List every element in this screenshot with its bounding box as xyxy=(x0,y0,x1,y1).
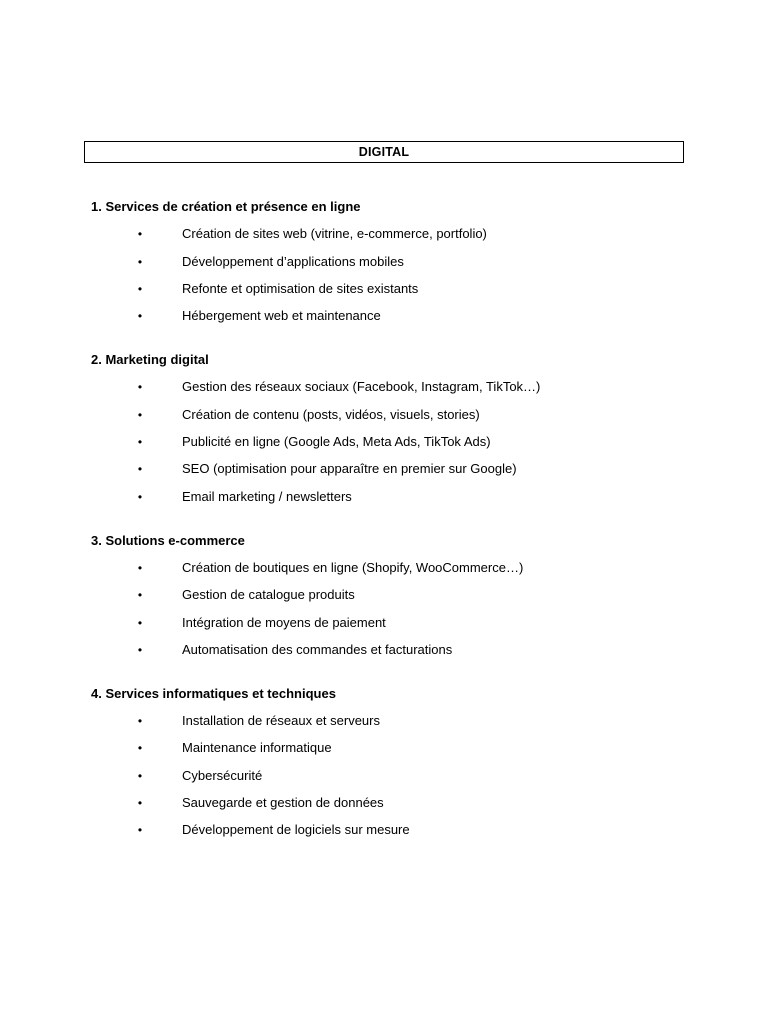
list-item xyxy=(91,254,711,270)
list-item-text: Création de sites web (vitrine, e-commerce, portfolio) xyxy=(182,226,487,242)
bullet-icon: • xyxy=(137,380,143,395)
list-item xyxy=(91,740,711,756)
bullet-icon: • xyxy=(137,642,143,657)
bullet-icon: • xyxy=(137,615,143,630)
list-item xyxy=(91,489,711,505)
bullet-icon: • xyxy=(137,768,143,783)
list-item-text: Publicité en ligne (Google Ads, Meta Ads, TikTok Ads) xyxy=(182,434,491,450)
document-title: DIGITAL xyxy=(358,145,410,159)
section-ecommerce xyxy=(91,533,711,658)
section-heading: 2. Marketing digital xyxy=(91,352,209,368)
list-item-text: Email marketing / newsletters xyxy=(182,488,352,504)
section-heading: 1. Services de création et présence en ligne xyxy=(91,199,361,214)
list-item-text: Création de boutiques en ligne (Shopify, WooCommerce…) xyxy=(182,559,524,575)
section-it-services xyxy=(91,686,711,838)
list-item-text: Automatisation des commandes et facturations xyxy=(182,641,453,657)
list-item-text: Refonte et optimisation de sites existants xyxy=(182,280,419,296)
list-item xyxy=(91,461,711,477)
sections-container xyxy=(91,199,711,838)
bullet-list xyxy=(91,713,711,838)
list-item-text: Sauvegarde et gestion de données xyxy=(182,795,384,811)
list-item-text: Installation de réseaux et serveurs xyxy=(182,713,380,729)
list-item xyxy=(91,768,711,784)
bullet-icon: • xyxy=(137,462,143,477)
list-item-text: Intégration de moyens de paiement xyxy=(182,614,386,630)
list-item xyxy=(91,587,711,603)
list-item xyxy=(91,434,711,450)
list-item xyxy=(91,560,711,576)
list-item-text: Développement d’applications mobiles xyxy=(182,253,404,269)
list-item xyxy=(91,795,711,811)
list-item-text: Cybersécurité xyxy=(182,767,263,783)
list-item-text: Gestion des réseaux sociaux (Facebook, Instagram, TikTok…) xyxy=(182,379,541,395)
bullet-icon: • xyxy=(137,588,143,603)
bullet-icon: • xyxy=(137,796,143,811)
section-heading: 4. Services informatiques et techniques xyxy=(91,685,336,701)
section-creation-presence xyxy=(91,199,711,324)
bullet-icon: • xyxy=(137,714,143,729)
list-item-text: SEO (optimisation pour apparaître en premier sur Google) xyxy=(182,461,517,477)
list-item xyxy=(91,713,711,729)
bullet-list xyxy=(91,560,711,658)
list-item-text: Maintenance informatique xyxy=(182,740,332,756)
list-item xyxy=(91,379,711,395)
document-title-box xyxy=(84,141,684,163)
list-item xyxy=(91,642,711,658)
bullet-list xyxy=(91,226,711,324)
section-heading: 3. Solutions e-commerce xyxy=(91,532,245,548)
list-item xyxy=(91,281,711,297)
list-item xyxy=(91,822,711,838)
bullet-icon: • xyxy=(137,435,143,450)
list-item xyxy=(91,226,711,242)
bullet-list xyxy=(91,379,711,504)
bullet-icon: • xyxy=(137,254,143,269)
list-item-text: Hébergement web et maintenance xyxy=(182,308,381,324)
list-item xyxy=(91,615,711,631)
bullet-icon: • xyxy=(137,407,143,422)
section-marketing-digital xyxy=(91,352,711,504)
list-item-text: Création de contenu (posts, vidéos, visuels, stories) xyxy=(182,406,480,422)
bullet-icon: • xyxy=(137,823,143,838)
list-item xyxy=(91,308,711,324)
bullet-icon: • xyxy=(137,560,143,575)
list-item-text: Gestion de catalogue produits xyxy=(182,587,355,603)
bullet-icon: • xyxy=(137,227,143,242)
bullet-icon: • xyxy=(137,741,143,756)
bullet-icon: • xyxy=(137,489,143,504)
list-item-text: Développement de logiciels sur mesure xyxy=(182,822,410,838)
bullet-icon: • xyxy=(137,281,143,296)
bullet-icon: • xyxy=(137,309,143,324)
list-item xyxy=(91,407,711,423)
